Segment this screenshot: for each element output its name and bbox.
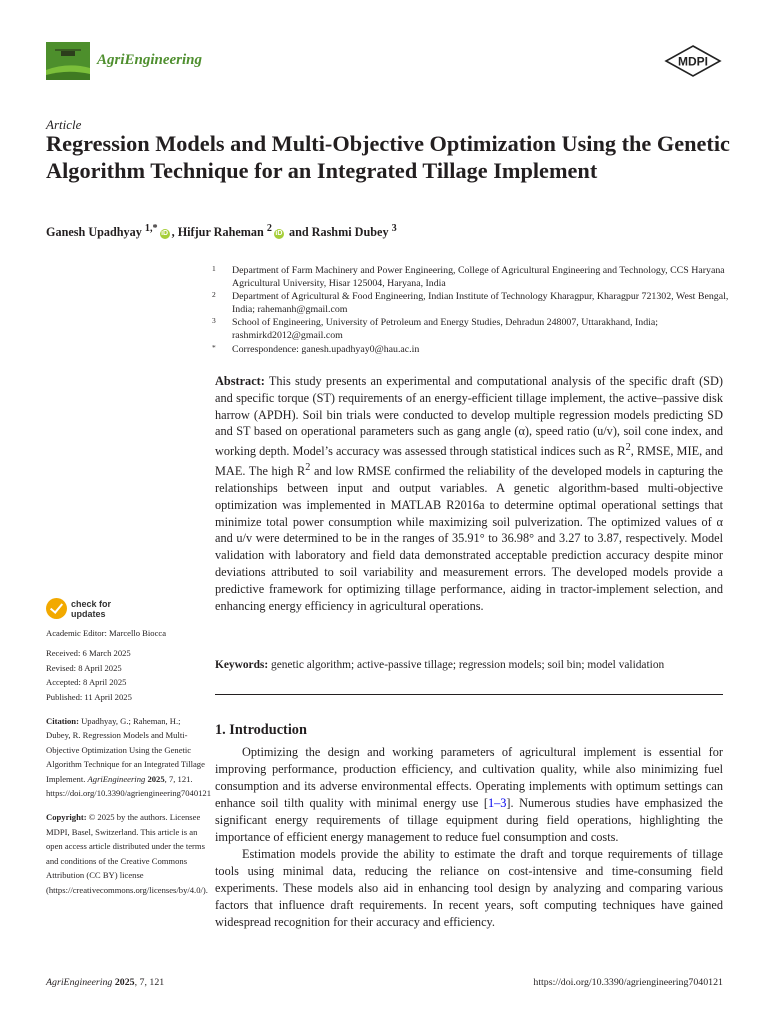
revised-date: Revised: 8 April 2025: [46, 662, 122, 673]
keywords: [215, 658, 730, 673]
author-affil: 1,*: [144, 223, 158, 234]
citation-doi[interactable]: , 7, 121. https://doi.org/10.3390/agriengineering7040121: [46, 773, 212, 799]
paragraph: [215, 744, 723, 846]
copyright-text: © 2025 by the authors. Licensee MDPI, Basel, Switzerland. This article is an open access article distributed under the terms and conditions of the Creative Commons Attribution (CC BY) license (https://creativecommons.org/licenses/by/4.0/).: [46, 812, 208, 895]
footer-year: 2025: [114, 977, 135, 988]
check-line: updates: [71, 609, 106, 619]
superscript: 2: [305, 462, 311, 474]
author-sep: ,: [171, 225, 178, 240]
copyright: [46, 810, 206, 896]
copyright-label: Copyright:: [46, 812, 87, 823]
journal-logo: [46, 42, 90, 80]
citation-year: 2025: [147, 773, 165, 784]
affiliation-number: 1: [212, 264, 216, 273]
section-heading: 1. Introduction: [215, 722, 307, 738]
keywords-text: genetic algorithm; active-passive tillage; regression models; soil bin; model validation: [268, 659, 665, 671]
footer-volume: , 7, 121: [134, 977, 165, 988]
citation: [46, 714, 212, 800]
affiliation-text: Department of Agricultural & Food Engineering, Indian Institute of Technology Kharagpur, Kharagpur 721302, West Bengal, India; rahemanh@gmail.com: [232, 291, 729, 316]
check-icon: [46, 598, 67, 619]
orcid-icon[interactable]: iD: [275, 230, 283, 238]
paragraph-text: ]. Numerous studies have emphasized the significant energy requirements of tillage equipment during field operations, highlighting the importance of efficient energy management to reduce fuel consumption and costs.: [215, 796, 723, 844]
accepted-date: Accepted: 8 April 2025: [46, 677, 127, 688]
author-affil: 3: [391, 223, 397, 234]
author-affil: 2: [266, 223, 272, 234]
affiliation-number: *: [212, 342, 216, 352]
correspondence-text: Correspondence: ganesh.upadhyay0@hau.ac.in: [232, 343, 420, 355]
abstract-text: This study presents an experimental and computational analysis of the specific draft (SD) and specific torque (ST) requirements of an energy-efficient tillage implement, the active–passive disk harrow (APDH). Soil bin trials were conducted to develop multiple regression models predicting SD and ST based on operational parameters such as gang angle (α), speed ratio (u/v), soil cone index, and working depth. Model’s accuracy was assessed through statistical indices such as R: [215, 374, 723, 459]
paragraph: Estimation models provide the ability to estimate the draft and torque requirements of tillage tools using minimal data, reducing the reliance on cost-intensive and time-consuming field experiments. These models also aid in enhancing tool design by analyzing and comparing various factors that influence draft requirements. In recent years, soft computing techniques have gained widespread recognition for their accuracy and efficiency.: [215, 847, 723, 929]
reference-link[interactable]: 1–3: [487, 796, 507, 810]
received-date: Received: 6 March 2025: [46, 648, 131, 659]
journal-name[interactable]: AgriEngineering: [97, 52, 203, 68]
author-name[interactable]: Hifjur Raheman: [177, 225, 264, 240]
affiliations: [210, 264, 730, 356]
citation-text: Upadhyay, G.; Raheman, H.; Dubey, R. Regression Models and Multi-Objective Optimization Using the Genetic Algorithm Technique for an Integrated Tillage Implement.: [46, 716, 205, 784]
affiliation-number: 3: [212, 316, 216, 326]
affiliation-text: School of Engineering, University of Petroleum and Energy Studies, Dehradun 248007, Uttarakhand, India; rashmirkd2012@gmail.com: [232, 317, 658, 342]
check-for-updates-button[interactable]: [46, 598, 116, 620]
affiliation: [210, 290, 730, 316]
keywords-label: Keywords:: [215, 659, 269, 671]
citation-label: Citation:: [46, 716, 79, 727]
check-line: check for: [71, 599, 112, 609]
footer-citation: [46, 977, 164, 988]
author-name[interactable]: Rashmi Dubey: [311, 225, 389, 240]
paragraph-text: Optimizing the design and working parameters of agricultural implement is essential for improving performance, production efficiency, and cultivation quality, while also minimizing fuel consumption and its adverse environmental effects. Operating implements with optimum settings can enhance soil tilth quality with minimal energy use [: [215, 745, 723, 810]
affiliation-text: Department of Farm Machinery and Power Engineering, College of Agricultural Engineering and Technology, CCS Haryana Agricultural University, Hisar 125004, Haryana, India: [232, 265, 725, 290]
affiliation-number: 2: [212, 290, 216, 300]
academic-editor: Academic Editor: Marcello Biocca: [46, 628, 167, 638]
published-date: Published: 11 April 2025: [46, 691, 132, 702]
affiliation: [210, 316, 730, 342]
footer-doi-link[interactable]: https://doi.org/10.3390/agriengineering7040121: [533, 977, 723, 988]
footer-journal: AgriEngineering: [46, 977, 113, 988]
mdpi-logo[interactable]: [663, 45, 723, 77]
author-name[interactable]: Ganesh Upadhyay: [46, 225, 142, 240]
citation-journal: AgriEngineering: [87, 773, 146, 784]
orcid-icon[interactable]: iD: [161, 230, 169, 238]
section-divider: [215, 694, 723, 695]
article-type: Article: [46, 117, 82, 132]
abstract-text: and low RMSE confirmed the reliability of the developed models in capturing the relationships between input and output variables. A genetic algorithm-based multi-objective optimization was implemented in MATLAB R2016a to determine optimal operational settings that minimize total power consumption while maximizing soil pulverization. The optimized values of α and u/v were determined to be in the ranges of 35.91° to 36.98° and 3.27 to 3.87, respectively. Model validation with laboratory and field data demonstrated acceptable prediction accuracy despite minor deviations attributed to soil variability and measurement errors. The developed models provide a predictive framework for optimizing tillage performance, aiding in tractor-implement selection, and enhancing energy efficiency in agricultural operations.: [215, 464, 723, 613]
author-list: [46, 223, 397, 240]
affiliation: [210, 264, 730, 290]
article-info-sidebar: [46, 626, 212, 897]
abstract-label: Abstract:: [215, 374, 265, 388]
superscript: 2: [625, 442, 631, 454]
abstract: [215, 373, 723, 614]
correspondence: [210, 343, 730, 356]
check-updates-label: [71, 599, 111, 619]
author-and: and: [285, 225, 312, 240]
publisher-name: MDPI: [678, 54, 708, 69]
abstract-text: , RMSE, MIE, and MAE. The high R: [215, 444, 723, 479]
paper-title: Regression Models and Multi-Objective Optimization Using the Genetic Algorithm Technique for an Integrated Tillage Implement: [46, 131, 730, 183]
intro-body: [215, 744, 723, 931]
